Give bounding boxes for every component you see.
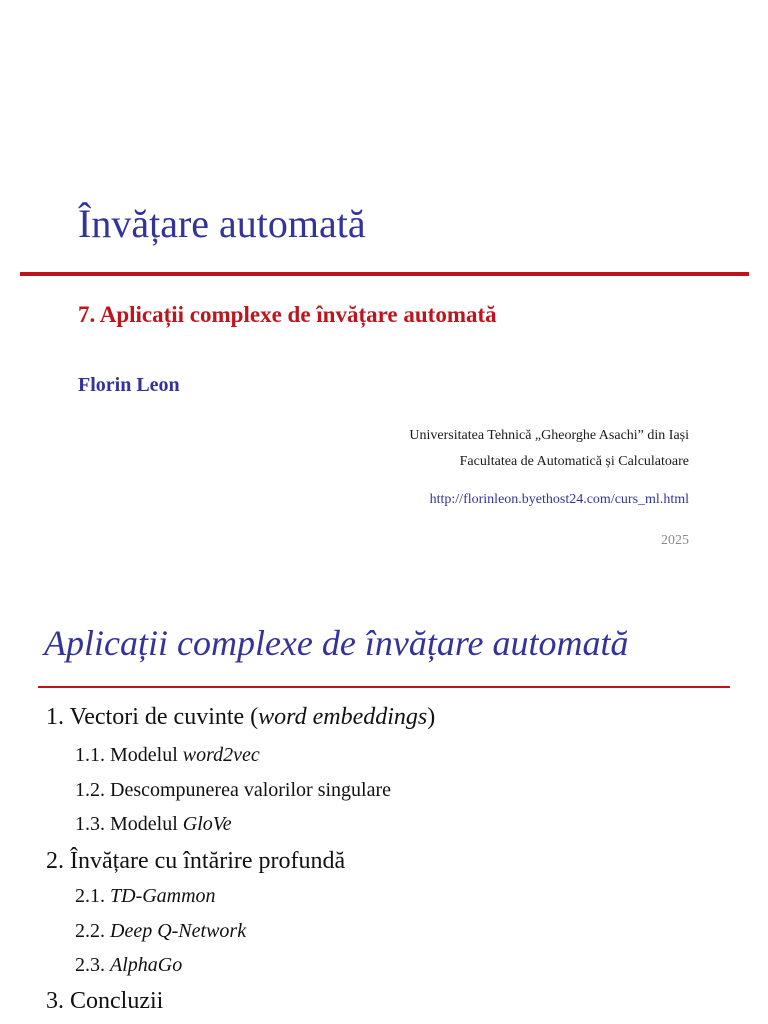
toc-item-number: 2.2. [75,920,110,942]
toc-item-italic: GloVe [182,813,232,835]
title-divider [20,272,749,276]
toc-item-number: 3. [46,988,70,1014]
toc-item-text: Concluzii [70,988,164,1014]
contents-slide [0,584,768,1024]
toc-item-number: 1. [46,704,70,730]
toc-item-number: 1.2. [75,779,110,801]
toc-item [46,988,163,1015]
toc-item [75,954,182,977]
toc-item-text: Descompunerea valorilor singulare [110,779,392,801]
contents-divider [38,686,730,688]
faculty-name: Facultatea de Automatică și Calculatoare [459,454,689,469]
university-name: Universitatea Tehnică „Gheorghe Asachi” din Iași [409,428,689,443]
toc-item [75,779,391,802]
toc-item-number: 2.1. [75,885,110,907]
toc-item-suffix: ) [427,704,436,730]
course-url-link[interactable]: http://florinleon.byethost24.com/curs_ml.html [429,492,689,507]
toc-item-text: Vectori de cuvinte ( [69,704,259,730]
toc-item-number: 1.1. [75,744,110,766]
toc-item-number: 2. [46,848,70,874]
toc-item-text: Modelul [110,813,183,835]
toc-item-italic: Deep Q-Network [110,920,247,942]
toc-item [46,848,345,875]
toc-item [75,920,246,943]
toc-item [75,813,232,836]
lecture-subtitle: 7. Aplicații complexe de învățare automată [78,302,497,327]
toc-item-italic: word2vec [182,744,260,766]
toc-item [75,744,260,767]
contents-title: Aplicații complexe de învățare automată [44,623,629,663]
toc-item-number: 2.3. [75,954,110,976]
toc-item-text: Modelul [110,744,183,766]
toc-item [75,885,216,908]
toc-item-italic: TD-Gammon [110,885,216,907]
year-label: 2025 [661,533,689,548]
toc-item-italic: word embeddings [258,704,428,730]
toc-item-italic: AlphaGo [110,954,183,976]
course-title: Învățare automată [78,201,366,246]
toc-item-number: 1.3. [75,813,110,835]
author-name: Florin Leon [78,374,180,396]
toc-item-text: Învățare cu întărire profundă [70,848,346,874]
toc-item [46,704,435,731]
